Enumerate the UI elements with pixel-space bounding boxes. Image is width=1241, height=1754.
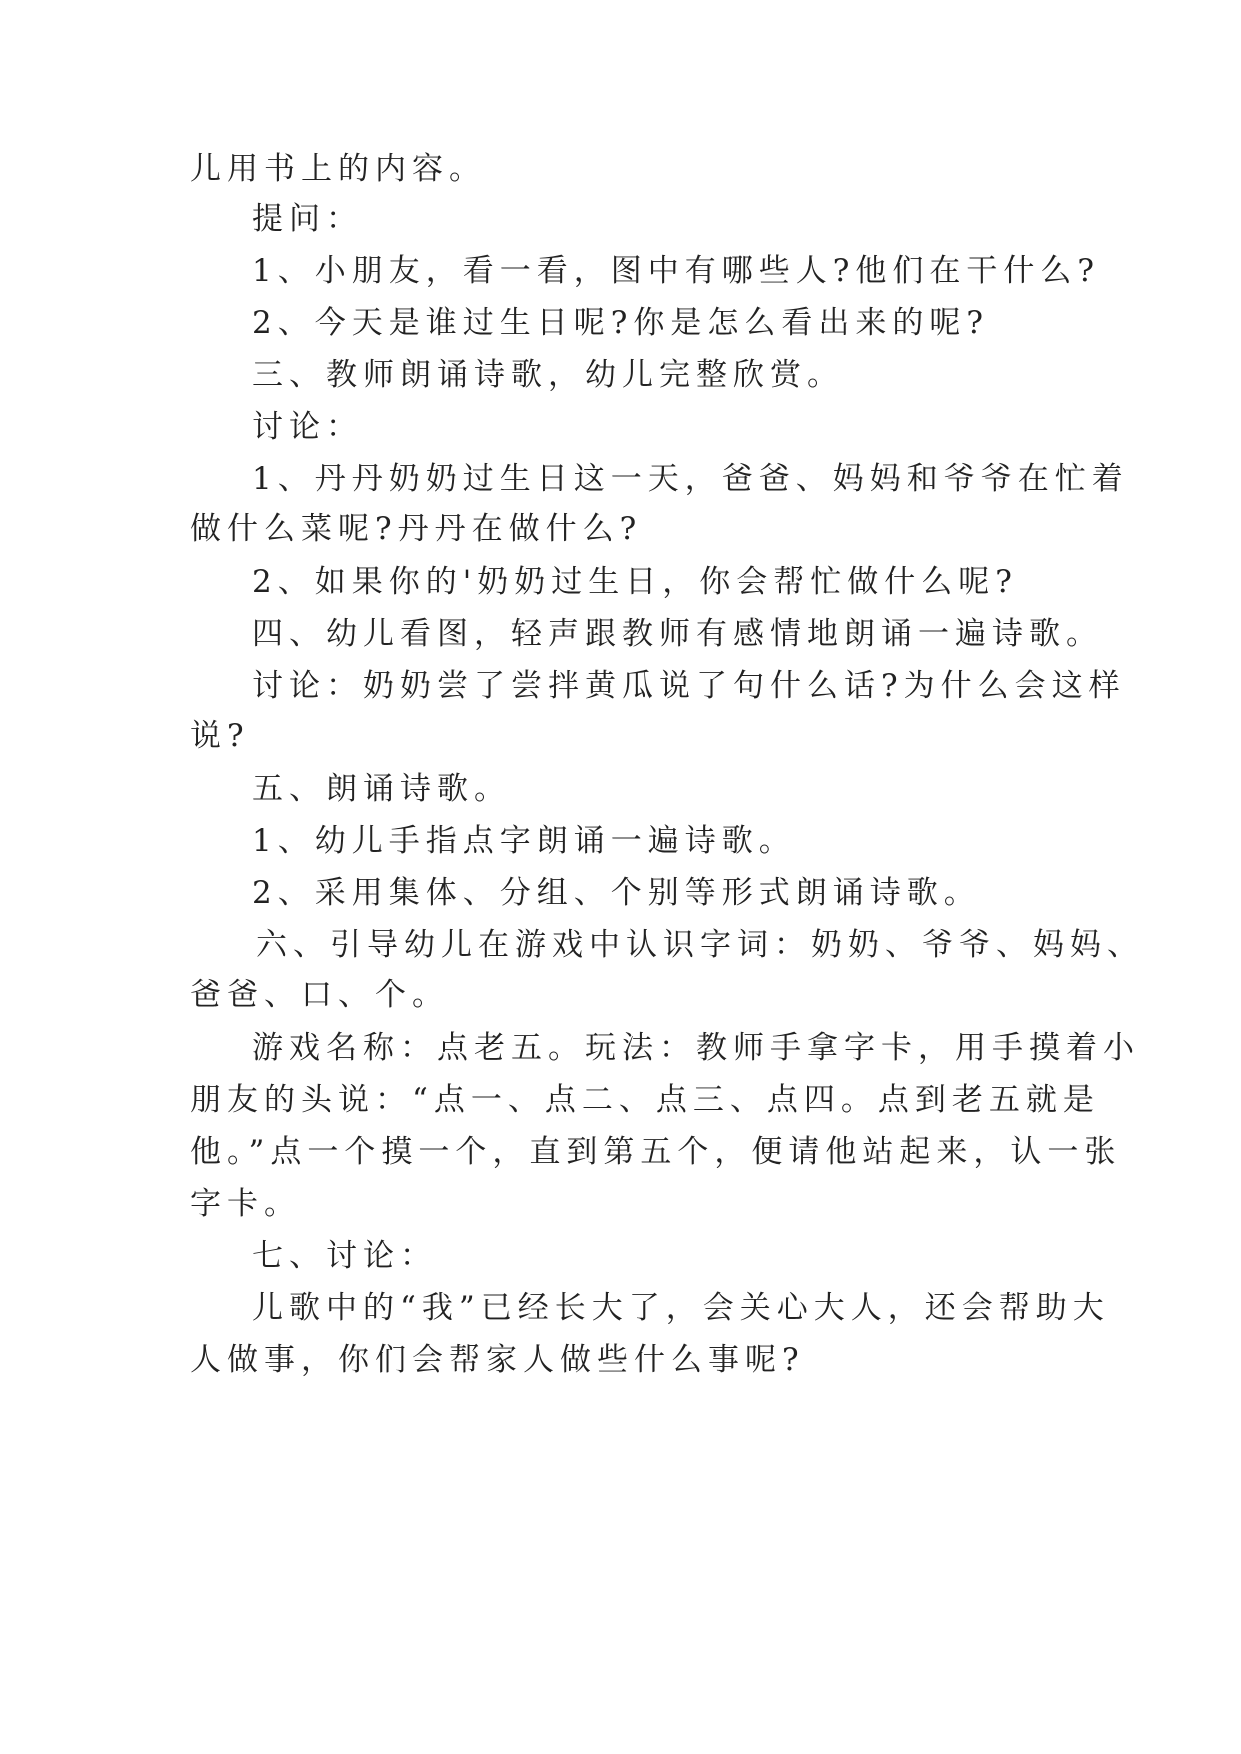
text-line: 游戏名称：点老五。玩法：教师手拿字卡，用手摸着小 (252, 1030, 1140, 1066)
text-line: 2、采用集体、分组、个别等形式朗诵诗歌。 (252, 875, 981, 911)
text-line: 2、如果你的'奶奶过生日，你会帮忙做什么呢? (252, 564, 1018, 600)
text-line: 说? (190, 718, 250, 754)
text-line: 讨论： (252, 409, 363, 445)
text-line: 爸爸、口、个。 (190, 977, 449, 1013)
text-line: 提问： (252, 201, 363, 237)
text-line: 1、丹丹奶奶过生日这一天，爸爸、妈妈和爷爷在忙着 (252, 461, 1129, 497)
text-line: 1、小朋友，看一看，图中有哪些人?他们在干什么? (252, 253, 1100, 289)
text-line: 七、讨论： (252, 1238, 437, 1274)
text-line: 五、朗诵诗歌。 (252, 771, 511, 807)
text-line: 朋友的头说：“点一、点二、点三、点四。点到老五就是 (190, 1082, 1100, 1118)
text-line: 做什么菜呢?丹丹在做什么? (190, 511, 643, 547)
text-line: 讨论：奶奶尝了尝拌黄瓜说了句什么话?为什么会这样 (252, 668, 1126, 704)
text-line: 六、引导幼儿在游戏中认识字词：奶奶、爷爷、妈妈、 (256, 927, 1144, 963)
text-line: 1、幼儿手指点字朗诵一遍诗歌。 (252, 823, 796, 859)
text-line: 他。”点一个摸一个，直到第五个，便请他站起来，认一张 (190, 1134, 1122, 1170)
text-line: 人做事，你们会帮家人做些什么事呢? (190, 1342, 805, 1378)
text-line: 儿歌中的“我”已经长大了，会关心大人，还会帮助大 (252, 1290, 1110, 1326)
text-line: 2、今天是谁过生日呢?你是怎么看出来的呢? (252, 305, 989, 341)
text-line: 四、幼儿看图，轻声跟教师有感情地朗诵一遍诗歌。 (252, 616, 1103, 652)
text-line: 三、教师朗诵诗歌，幼儿完整欣赏。 (252, 357, 844, 393)
text-line: 儿用书上的内容。 (190, 151, 486, 187)
text-line: 字卡。 (190, 1186, 301, 1222)
